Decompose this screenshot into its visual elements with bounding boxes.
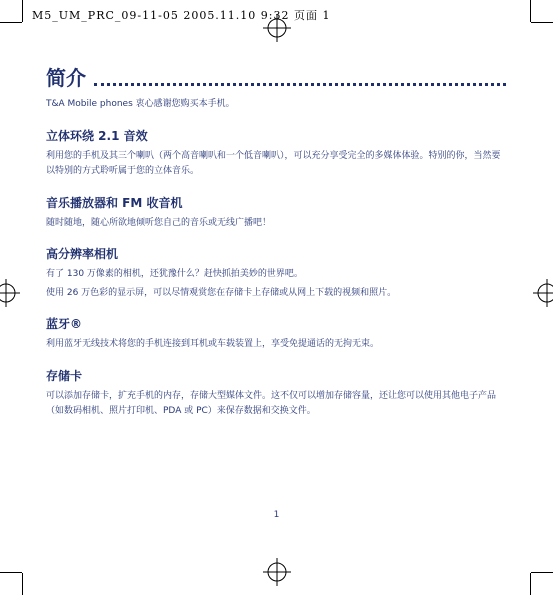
section-paragraph-memory-card: 可以添加存储卡，扩充手机的内存，存储大型媒体文件。这不仅可以增加存储容量，还让您可以使用其他电子产品（如数码相机、照片打印机、PDA 或 PC）来保存数据和交换文件。 [46,390,497,416]
section-paragraph-bluetooth: 利用蓝牙无线技术将您的手机连接到耳机或车载装置上，享受免提通话的无拘无束。 [46,339,380,349]
crop-mark-bottom-right-h [531,572,553,573]
crop-mark-top-right-h [531,22,553,23]
page-title: 简介 [46,66,86,90]
registration-mark-top [263,14,291,42]
registration-mark-right [533,279,553,307]
registration-mark-bottom [263,558,291,586]
crop-mark-top-left-v [22,0,23,22]
document-body [46,97,508,420]
crop-mark-top-right-v [530,0,531,22]
section-heading-memory-card: 存储卡 [46,368,83,383]
crop-mark-bottom-left-v [22,573,23,595]
print-header: M5_UM_PRC_09-11-05 2005.11.10 9:32 页面 1 [32,9,331,22]
section-heading-bluetooth: 蓝牙® [46,317,83,331]
section-heading-stereo: 立体环绕 2.1 音效 [46,128,148,143]
registration-mark-left [0,279,20,307]
section-heading-music-fm: 音乐播放器和 FM 收音机 [46,195,183,210]
section-paragraph-stereo: 利用您的手机及其三个喇叭（两个高音喇叭和一个低音喇叭），可以充分享受完全的多媒体体验。特别的你，当然要以特别的方式聆听属于您的立体音乐。 [46,150,501,176]
title-dotted-leader [94,81,506,86]
section-paragraph-music-fm: 随时随地，随心所欲地倾听您自己的音乐或无线广播吧！ [46,217,272,228]
crop-mark-bottom-left-h [0,572,22,573]
crop-mark-bottom-right-v [530,573,531,595]
crop-mark-top-left-h [0,22,22,23]
title-row [46,62,506,91]
intro-paragraph: T&A Mobile phones 衷心感谢您购买本手机。 [46,99,235,109]
section-paragraph-camera-2: 使用 26 万色彩的显示屏，可以尽情观赏您在存储卡上存储或从网上下载的视频和照片。 [46,287,397,298]
page-number: 1 [273,510,280,520]
section-paragraph-camera-1: 有了 130 万像素的相机，还犹豫什么？赶快抓拍美妙的世界吧。 [46,269,303,279]
section-heading-camera: 高分辨率相机 [46,247,119,261]
